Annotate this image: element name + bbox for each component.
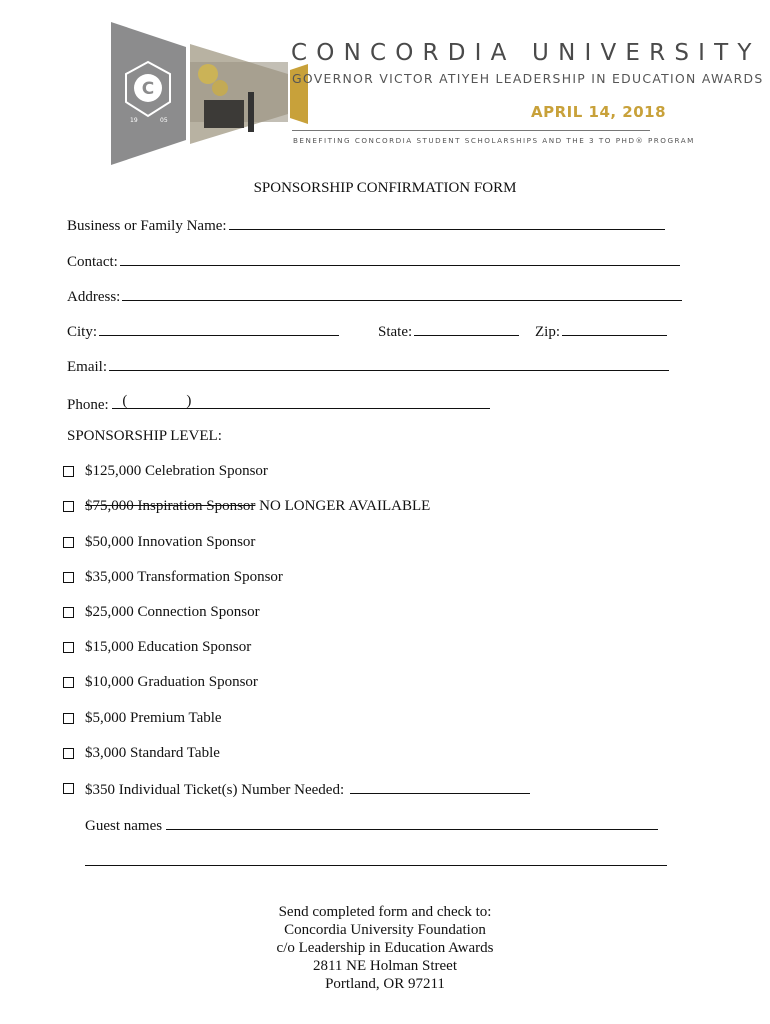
benefit-text: BENEFITING CONCORDIA STUDENT SCHOLARSHIPS AND THE 3 TO PHD® PROGRAM bbox=[293, 136, 695, 145]
header-divider bbox=[292, 130, 650, 131]
zip-row bbox=[535, 320, 667, 342]
option-celebration: $125,000 Celebration Sponsor bbox=[85, 463, 268, 479]
award-name: GOVERNOR VICTOR ATIYEH LEADERSHIP IN EDUCATION AWARDS bbox=[292, 71, 764, 86]
event-date: APRIL 14, 2018 bbox=[531, 103, 667, 121]
option-individual-ticket bbox=[85, 778, 530, 800]
checkbox-graduation[interactable] bbox=[63, 677, 74, 688]
business-row bbox=[67, 214, 665, 236]
checkbox-standard-table[interactable] bbox=[63, 748, 74, 759]
city-field[interactable] bbox=[99, 320, 339, 336]
checkbox-innovation[interactable] bbox=[63, 537, 74, 548]
option-education: $15,000 Education Sponsor bbox=[85, 639, 252, 655]
phone-row bbox=[67, 391, 490, 415]
mailing-instructions bbox=[0, 903, 770, 993]
city-label: City: bbox=[67, 324, 98, 340]
checkbox-connection[interactable] bbox=[63, 607, 74, 618]
state-field[interactable] bbox=[414, 320, 519, 336]
phone-area-open: ( bbox=[122, 393, 128, 409]
option-premium-table: $5,000 Premium Table bbox=[85, 710, 222, 726]
option-individual-ticket-label: $350 Individual Ticket(s) Number Needed: bbox=[85, 782, 345, 798]
option-graduation: $10,000 Graduation Sponsor bbox=[85, 674, 258, 690]
email-field[interactable] bbox=[109, 355, 669, 371]
city-row bbox=[67, 320, 339, 342]
phone-label: Phone: bbox=[67, 397, 109, 413]
option-inspiration-label: $75,000 Inspiration Sponsor bbox=[85, 498, 256, 514]
zip-label: Zip: bbox=[535, 324, 560, 340]
state-row bbox=[378, 320, 519, 342]
tickets-needed-field[interactable] bbox=[350, 778, 530, 794]
mailing-line-1: Send completed form and check to: bbox=[278, 904, 492, 920]
option-connection: $25,000 Connection Sponsor bbox=[85, 604, 260, 620]
contact-label: Contact: bbox=[67, 254, 118, 270]
mailing-line-3: c/o Leadership in Education Awards bbox=[276, 940, 494, 956]
checkbox-education[interactable] bbox=[63, 642, 74, 653]
university-name: CONCORDIA UNIVERSITY bbox=[291, 40, 761, 66]
guest-names-row bbox=[85, 814, 658, 836]
seal-year-right: 05 bbox=[160, 117, 168, 124]
guest-names-field-2[interactable] bbox=[85, 865, 667, 866]
business-field[interactable] bbox=[229, 214, 665, 230]
guest-names-field[interactable] bbox=[166, 814, 658, 830]
business-label: Business or Family Name: bbox=[67, 218, 227, 234]
option-innovation: $50,000 Innovation Sponsor bbox=[85, 534, 256, 550]
header bbox=[0, 0, 770, 175]
no-longer-available-note: NO LONGER AVAILABLE bbox=[259, 498, 431, 514]
mailing-line-2: Concordia University Foundation bbox=[284, 922, 486, 938]
contact-row bbox=[67, 250, 680, 272]
checkbox-individual-ticket[interactable] bbox=[63, 783, 74, 794]
guest-names-label: Guest names bbox=[85, 818, 163, 834]
phone-field[interactable] bbox=[112, 391, 490, 409]
concordia-logo-graphic bbox=[108, 22, 308, 167]
address-label: Address: bbox=[67, 289, 121, 305]
address-field[interactable] bbox=[122, 285, 682, 301]
checkbox-celebration[interactable] bbox=[63, 466, 74, 477]
address-row bbox=[67, 285, 682, 307]
zip-field[interactable] bbox=[562, 320, 667, 336]
email-label: Email: bbox=[67, 359, 107, 375]
option-inspiration bbox=[85, 496, 430, 516]
checkbox-transformation[interactable] bbox=[63, 572, 74, 583]
state-label: State: bbox=[378, 324, 413, 340]
checkbox-premium-table[interactable] bbox=[63, 713, 74, 724]
mailing-line-5: Portland, OR 97211 bbox=[325, 976, 445, 992]
seal-letter: C bbox=[141, 79, 155, 99]
mailing-line-4: 2811 NE Holman Street bbox=[312, 958, 457, 974]
option-standard-table: $3,000 Standard Table bbox=[85, 745, 220, 761]
phone-area-close: ) bbox=[186, 393, 192, 409]
option-transformation: $35,000 Transformation Sponsor bbox=[85, 569, 283, 585]
contact-field[interactable] bbox=[120, 250, 680, 266]
checkbox-inspiration[interactable] bbox=[63, 501, 74, 512]
sponsorship-level-label: SPONSORSHIP LEVEL: bbox=[67, 428, 222, 444]
email-row bbox=[67, 355, 669, 377]
seal-year-left: 19 bbox=[130, 117, 138, 124]
form-title: SPONSORSHIP CONFIRMATION FORM bbox=[253, 180, 517, 196]
